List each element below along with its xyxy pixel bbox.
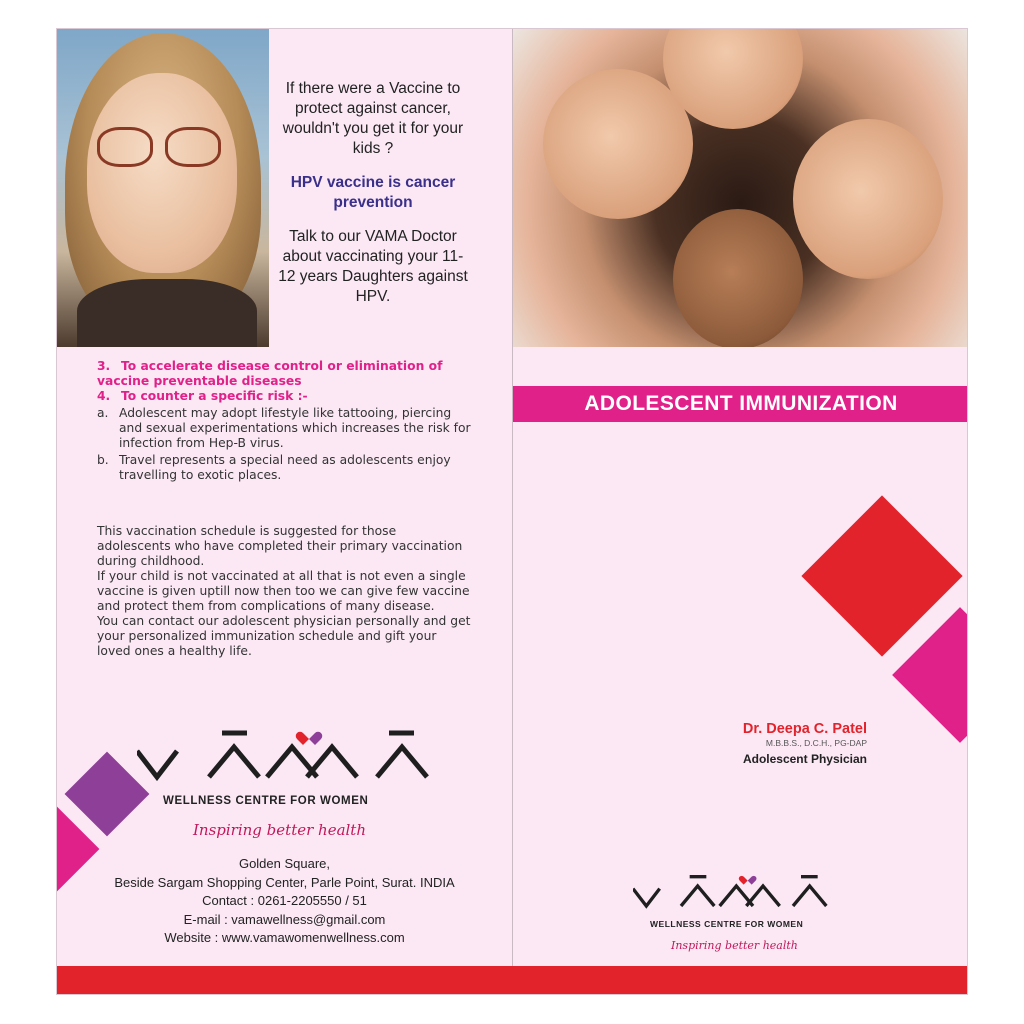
schedule-paragraphs — [97, 524, 473, 659]
address-line-1: Golden Square, — [238, 856, 331, 871]
sub-point-a — [97, 406, 477, 451]
intro-talk: Talk to our VAMA Doctor about vaccinating your 11-12 years Daughters against HPV. — [278, 228, 468, 305]
brand-subtitle-right: WELLNESS CENTRE FOR WOMEN — [650, 919, 804, 929]
girl-face — [87, 73, 237, 273]
brand-tagline-left: Inspiring better health — [193, 821, 366, 839]
doctor-qualifications: M.B.B.S., D.C.H., PG-DAP — [765, 738, 867, 748]
point-4-text: To counter a specific risk :- — [121, 389, 308, 403]
brand-subtitle-left: WELLNESS CENTRE FOR WOMEN — [163, 795, 369, 807]
doctor-role: Adolescent Physician — [742, 752, 867, 766]
doctor-info — [647, 721, 867, 766]
bottom-bar — [57, 966, 967, 994]
sub-point-b — [97, 453, 477, 483]
brand-tagline-right: Inspiring better health — [671, 939, 798, 952]
girl-photo — [57, 29, 269, 347]
hpv-line: HPV vaccine is cancer prevention — [290, 174, 456, 211]
sub-point-a-text: Adolescent may adopt lifestyle like tattooing, piercing and sexual experimentations which increases the risk for infection from Hep-B virus. — [119, 406, 471, 450]
address-line-2: Beside Sargam Shopping Center, Parle Point, Surat. INDIA — [114, 874, 455, 890]
kid-face-3 — [793, 119, 943, 279]
contact-email[interactable]: E-mail : vamawellness@gmail.com — [183, 911, 386, 927]
point-3-number: 3. — [97, 359, 111, 373]
point-4-number: 4. — [97, 389, 111, 403]
intro-question: If there were a Vaccine to protect against cancer, wouldn't you get it for your kids ? — [282, 80, 464, 157]
kids-photo — [513, 29, 968, 347]
intro-text — [277, 79, 469, 321]
vama-logo-right — [633, 874, 833, 914]
paragraph-3: You can contact our adolescent physician personally and get your personalized immunization schedule and gift your loved ones a healthy life. — [97, 614, 471, 658]
points-list — [97, 359, 477, 483]
brochure — [56, 28, 968, 995]
contact-website[interactable]: Website : www.vamawomenwellness.com — [164, 930, 405, 945]
point-3-text: To accelerate disease control or elimination of vaccine preventable diseases — [97, 359, 443, 388]
sub-point-b-mark: b. — [97, 453, 109, 467]
sub-point-a-mark: a. — [97, 406, 109, 420]
doctor-name: Dr. Deepa C. Patel — [742, 721, 867, 737]
vama-logo-left — [137, 729, 437, 789]
point-3 — [97, 359, 477, 389]
girl-shirt — [77, 279, 257, 347]
paragraph-2: If your child is not vaccinated at all that is not even a single vaccine is given uptill now then too we can give few vaccine and protect them from complications of many disease. — [97, 569, 470, 613]
sub-point-b-text: Travel represents a special need as adolescents enjoy travelling to exotic places. — [119, 453, 451, 482]
address-block — [57, 855, 512, 948]
contact-phone: Contact : 0261-2205550 / 51 — [202, 893, 367, 908]
kid-face-4 — [673, 209, 803, 347]
cover-title-banner: ADOLESCENT IMMUNIZATION — [513, 386, 968, 422]
point-4 — [97, 389, 477, 404]
paragraph-1: This vaccination schedule is suggested for those adolescents who have completed their primary vaccination during childhood. — [97, 524, 463, 568]
glasses — [97, 127, 227, 167]
